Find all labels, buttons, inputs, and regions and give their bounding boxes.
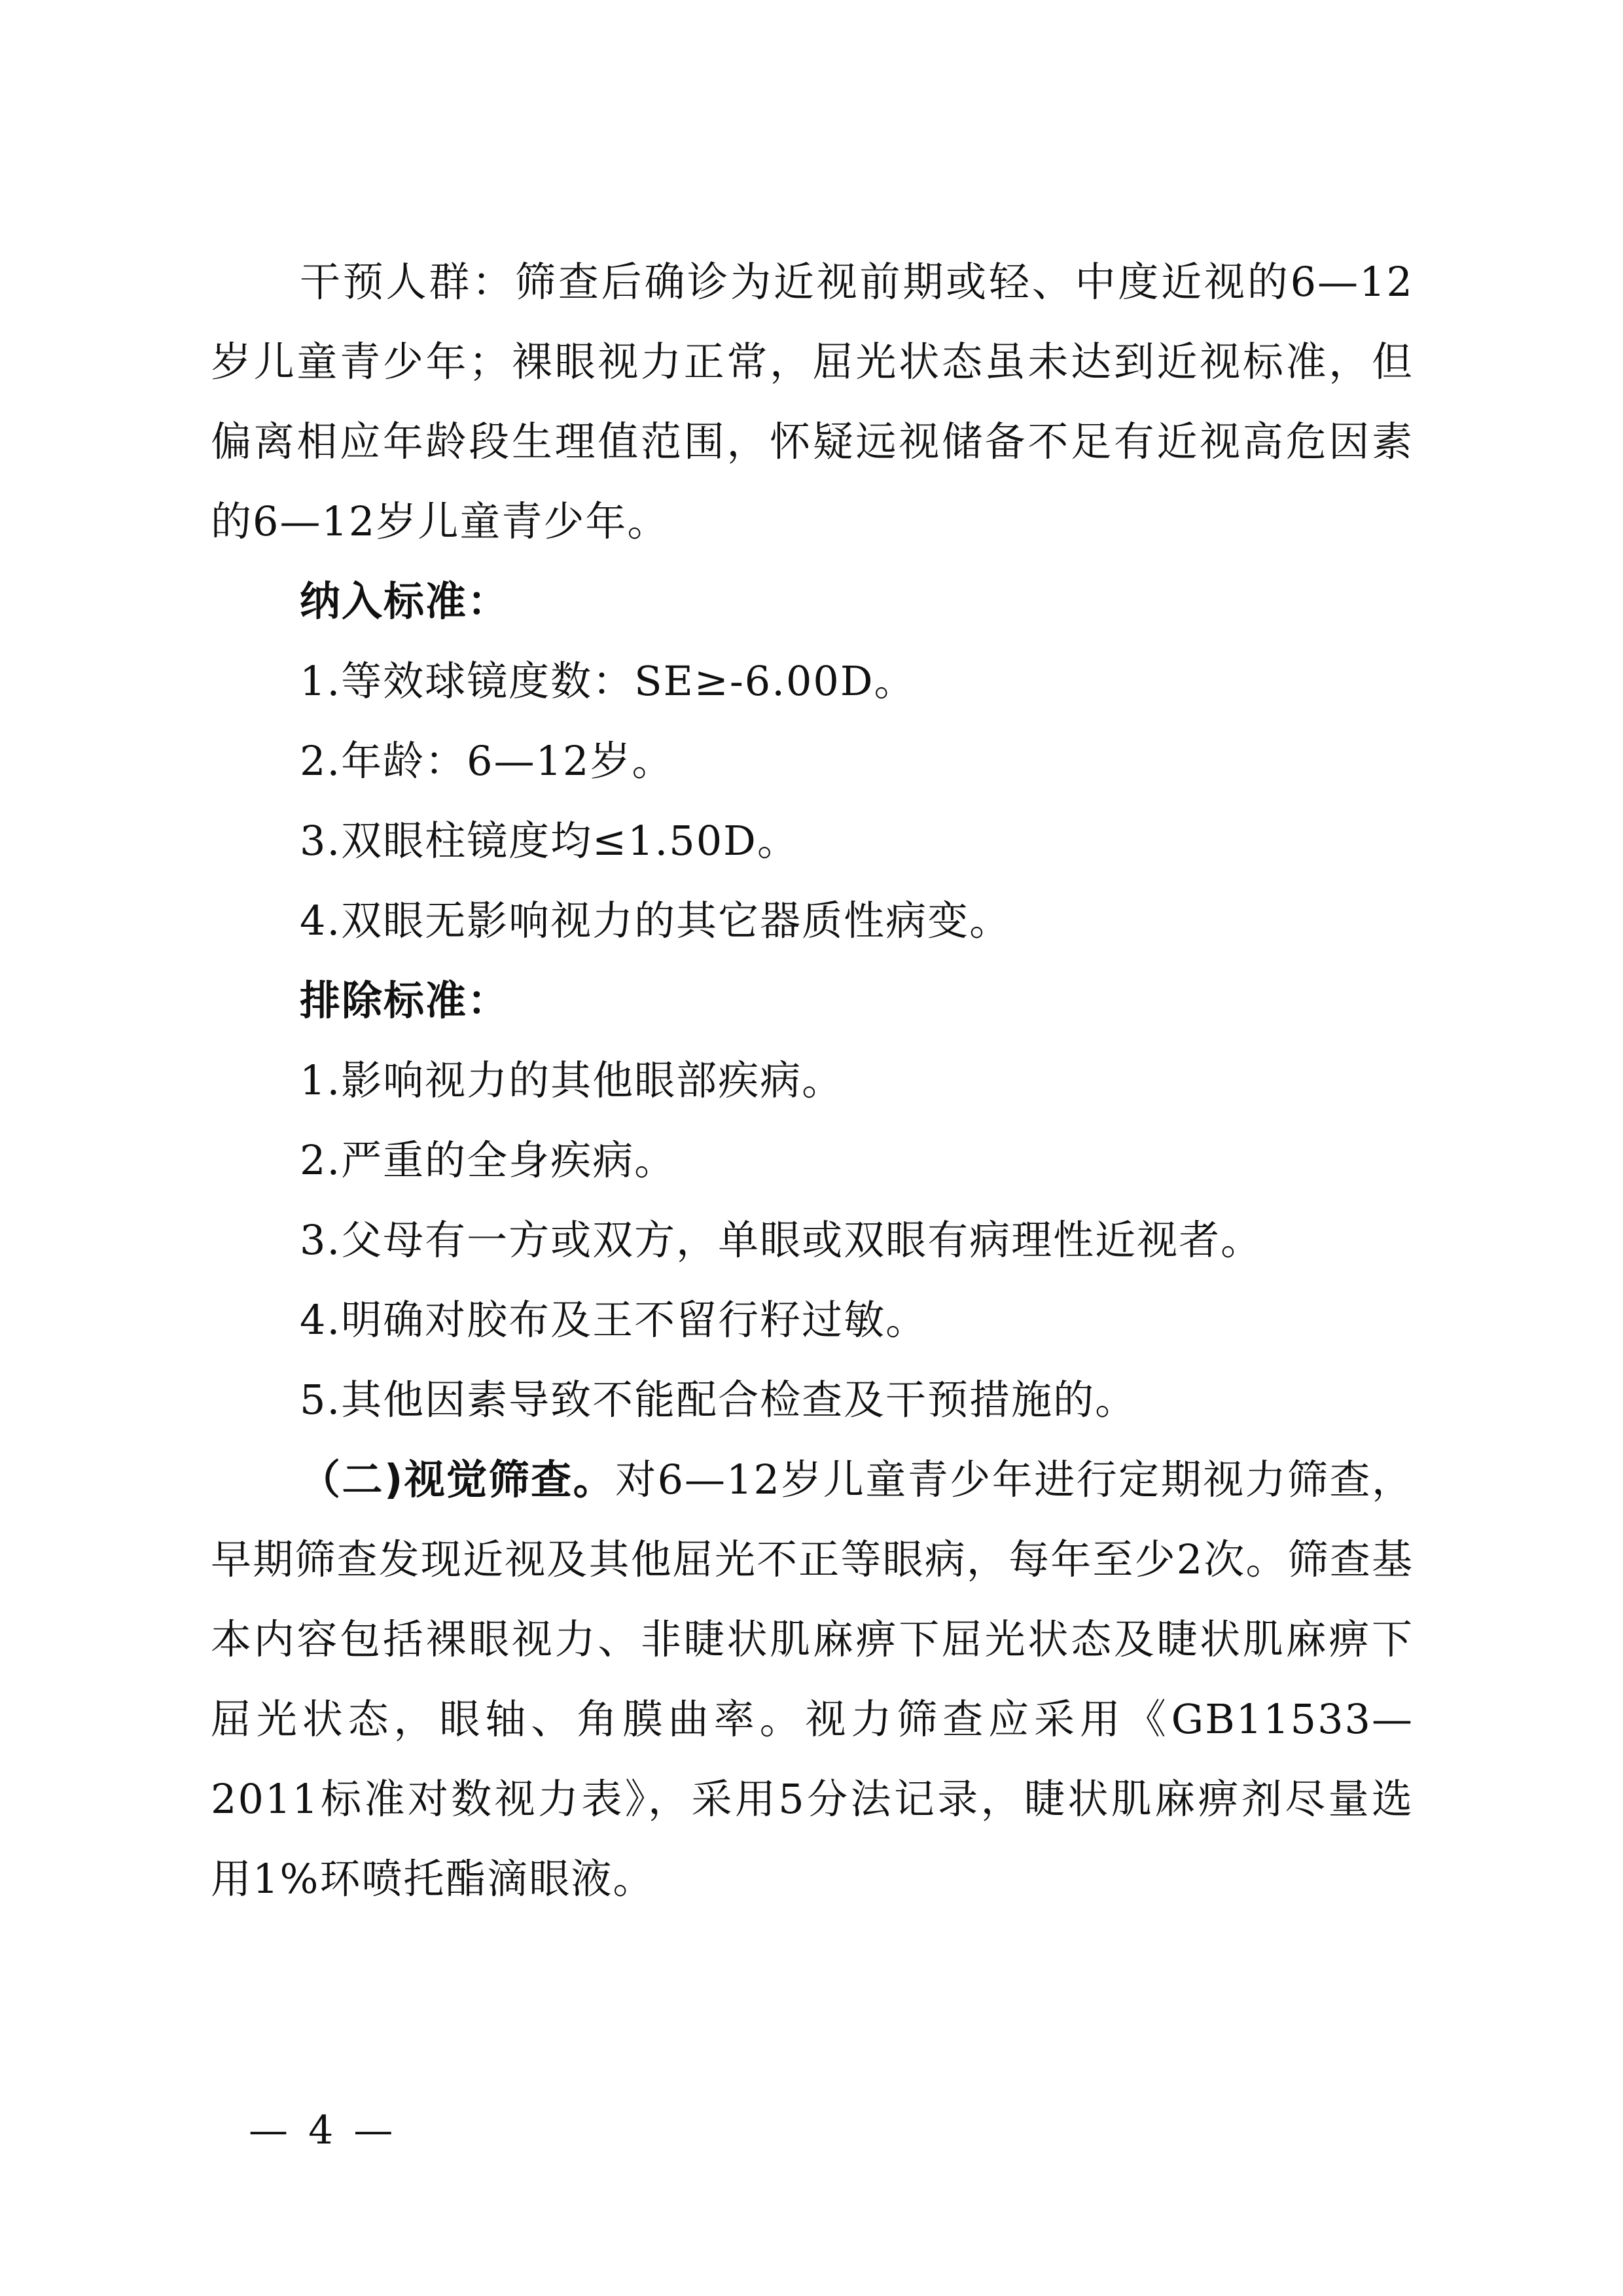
screening-text: 对6—12岁儿童青少年进行定期视力筛查，早期筛查发现近视及其他屈光不正等眼病，每年至少2次。筛查基本内容包括裸眼视力、非睫状肌麻痹下屈光状态及睫状肌麻痹下屈光状态，眼轴、角膜曲率。视力筛查应采用《GB11533—2011标准对数视力表》，采用5分法记录，睫状肌麻痹剂尽量选用1%环喷托酯滴眼液。	[211, 1456, 1414, 1903]
exclusion-heading: 排除标准：	[300, 977, 510, 1024]
intervention-paragraph: 干预人群：筛查后确诊为近视前期或轻、中度近视的6—12岁儿童青少年；裸眼视力正常，屈光状态虽未达到近视标准，但偏离相应年龄段生理值范围，怀疑远视储备不足有近视高危因素的6—12岁儿童青少年。	[211, 258, 1414, 545]
body-text	[211, 242, 1414, 1919]
exclusion-item: 1.影响视力的其他眼部疾病。	[300, 1056, 844, 1104]
exclusion-item: 4.明确对胶布及王不留行籽过敏。	[300, 1296, 928, 1344]
screening-paragraph	[211, 1440, 1414, 1919]
exclusion-item: 2.严重的全身疾病。	[300, 1136, 677, 1184]
inclusion-heading: 纳入标准：	[300, 577, 510, 625]
inclusion-item: 4.双眼无影响视力的其它器质性病变。	[300, 897, 1012, 944]
exclusion-item: 3.父母有一方或双方，单眼或双眼有病理性近视者。	[300, 1216, 1263, 1264]
inclusion-item: 1.等效球镜度数：SE≥-6.00D。	[300, 657, 916, 705]
inclusion-item: 2.年龄：6—12岁。	[300, 737, 674, 785]
page-number: — 4 —	[249, 2108, 397, 2153]
screening-heading: （二)视觉筛查。	[300, 1456, 616, 1503]
inclusion-item: 3.双眼柱镜度均≤1.50D。	[300, 817, 799, 865]
exclusion-item: 5.其他因素导致不能配合检查及干预措施的。	[300, 1376, 1137, 1424]
